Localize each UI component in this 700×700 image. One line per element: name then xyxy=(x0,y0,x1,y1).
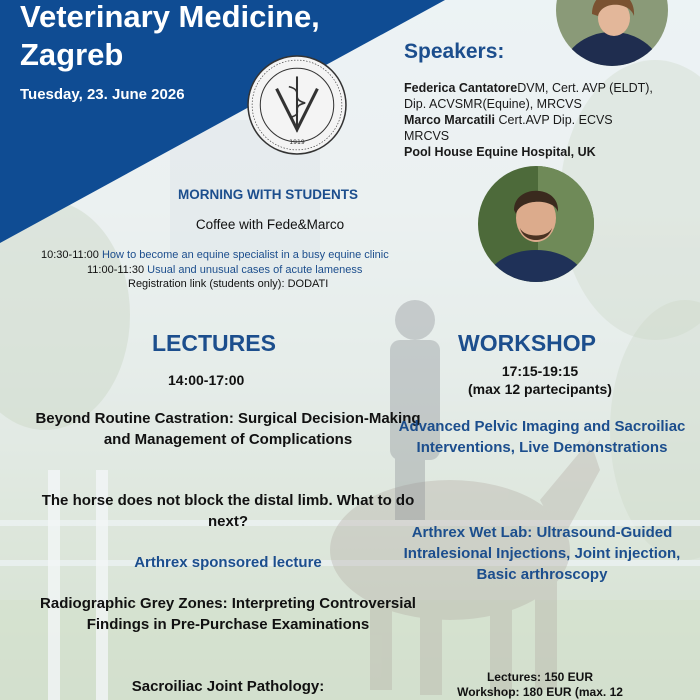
morning-heading: MORNING WITH STUDENTS xyxy=(178,187,358,202)
workshop-item: Arthrex Wet Lab: Ultrasound-Guided Intralesional Injections, Joint injection, Basic arthroscopy xyxy=(403,524,681,583)
workshop-heading: WORKSHOP xyxy=(458,330,596,356)
title-line-1: Veterinary Medicine, xyxy=(20,0,320,34)
lectures-time: 14:00-17:00 xyxy=(168,372,245,388)
speaker2-credentials: Cert.AVP Dip. ECVS MRCVS xyxy=(404,113,613,143)
title-line-2: Zagreb xyxy=(20,37,124,72)
session-topic: Usual and unusual cases of acute lameness xyxy=(147,264,363,276)
speaker1-name: Federica Cantatore xyxy=(404,81,518,95)
lecture-item: Beyond Routine Castration: Surgical Decision-Making and Management of Complications xyxy=(35,410,421,448)
seal-year: 1919 xyxy=(289,138,305,146)
speakers-list xyxy=(404,80,654,160)
registration-link[interactable]: Registration link (students only): DODATI xyxy=(128,278,329,290)
lecture-item: Radiographic Grey Zones: Interpreting Controversial Findings in Pre-Purchase Examinations xyxy=(40,595,416,633)
session-topic: How to become an equine specialist in a busy equine clinic xyxy=(101,249,389,261)
workshop-price: Workshop: 180 EUR (max. 12 xyxy=(457,685,623,699)
speaker2-name: Marco Marcatili xyxy=(404,113,496,127)
session-time: 10:30-11:00 xyxy=(41,249,102,261)
workshop-hours: 17:15-19:15 xyxy=(501,363,579,379)
lectures-heading: LECTURES xyxy=(152,330,276,356)
coffee-subtitle: Coffee with Fede&Marco xyxy=(195,217,345,232)
event-date: Tuesday, 23. June 2026 xyxy=(20,86,185,103)
session-time: 11:00-11:30 xyxy=(87,264,148,276)
lecture-item: Sacroiliac Joint Pathology: xyxy=(131,678,325,695)
sponsored-lecture: Arthrex sponsored lecture xyxy=(134,554,322,571)
lecture-item: The horse does not block the distal limb. What to do next? xyxy=(41,492,415,530)
schedule-row xyxy=(87,263,362,277)
speaker1-credentials: DVM, Cert. AVP (ELDT), Dip. ACVSMR(Equine), MRCVS xyxy=(404,81,653,111)
workshop-item: Advanced Pelvic Imaging and Sacroiliac Interventions, Live Demonstrations xyxy=(398,418,686,456)
lectures-price: Lectures: 150 EUR xyxy=(486,670,594,684)
speaker-affiliation: Pool House Equine Hospital, UK xyxy=(404,145,596,159)
workshop-time xyxy=(440,362,640,398)
faculty-seal-logo xyxy=(246,54,348,156)
speakers-heading: Speakers: xyxy=(404,40,505,63)
schedule-row xyxy=(41,248,389,262)
workshop-capacity: (max 12 partecipants) xyxy=(468,381,612,397)
